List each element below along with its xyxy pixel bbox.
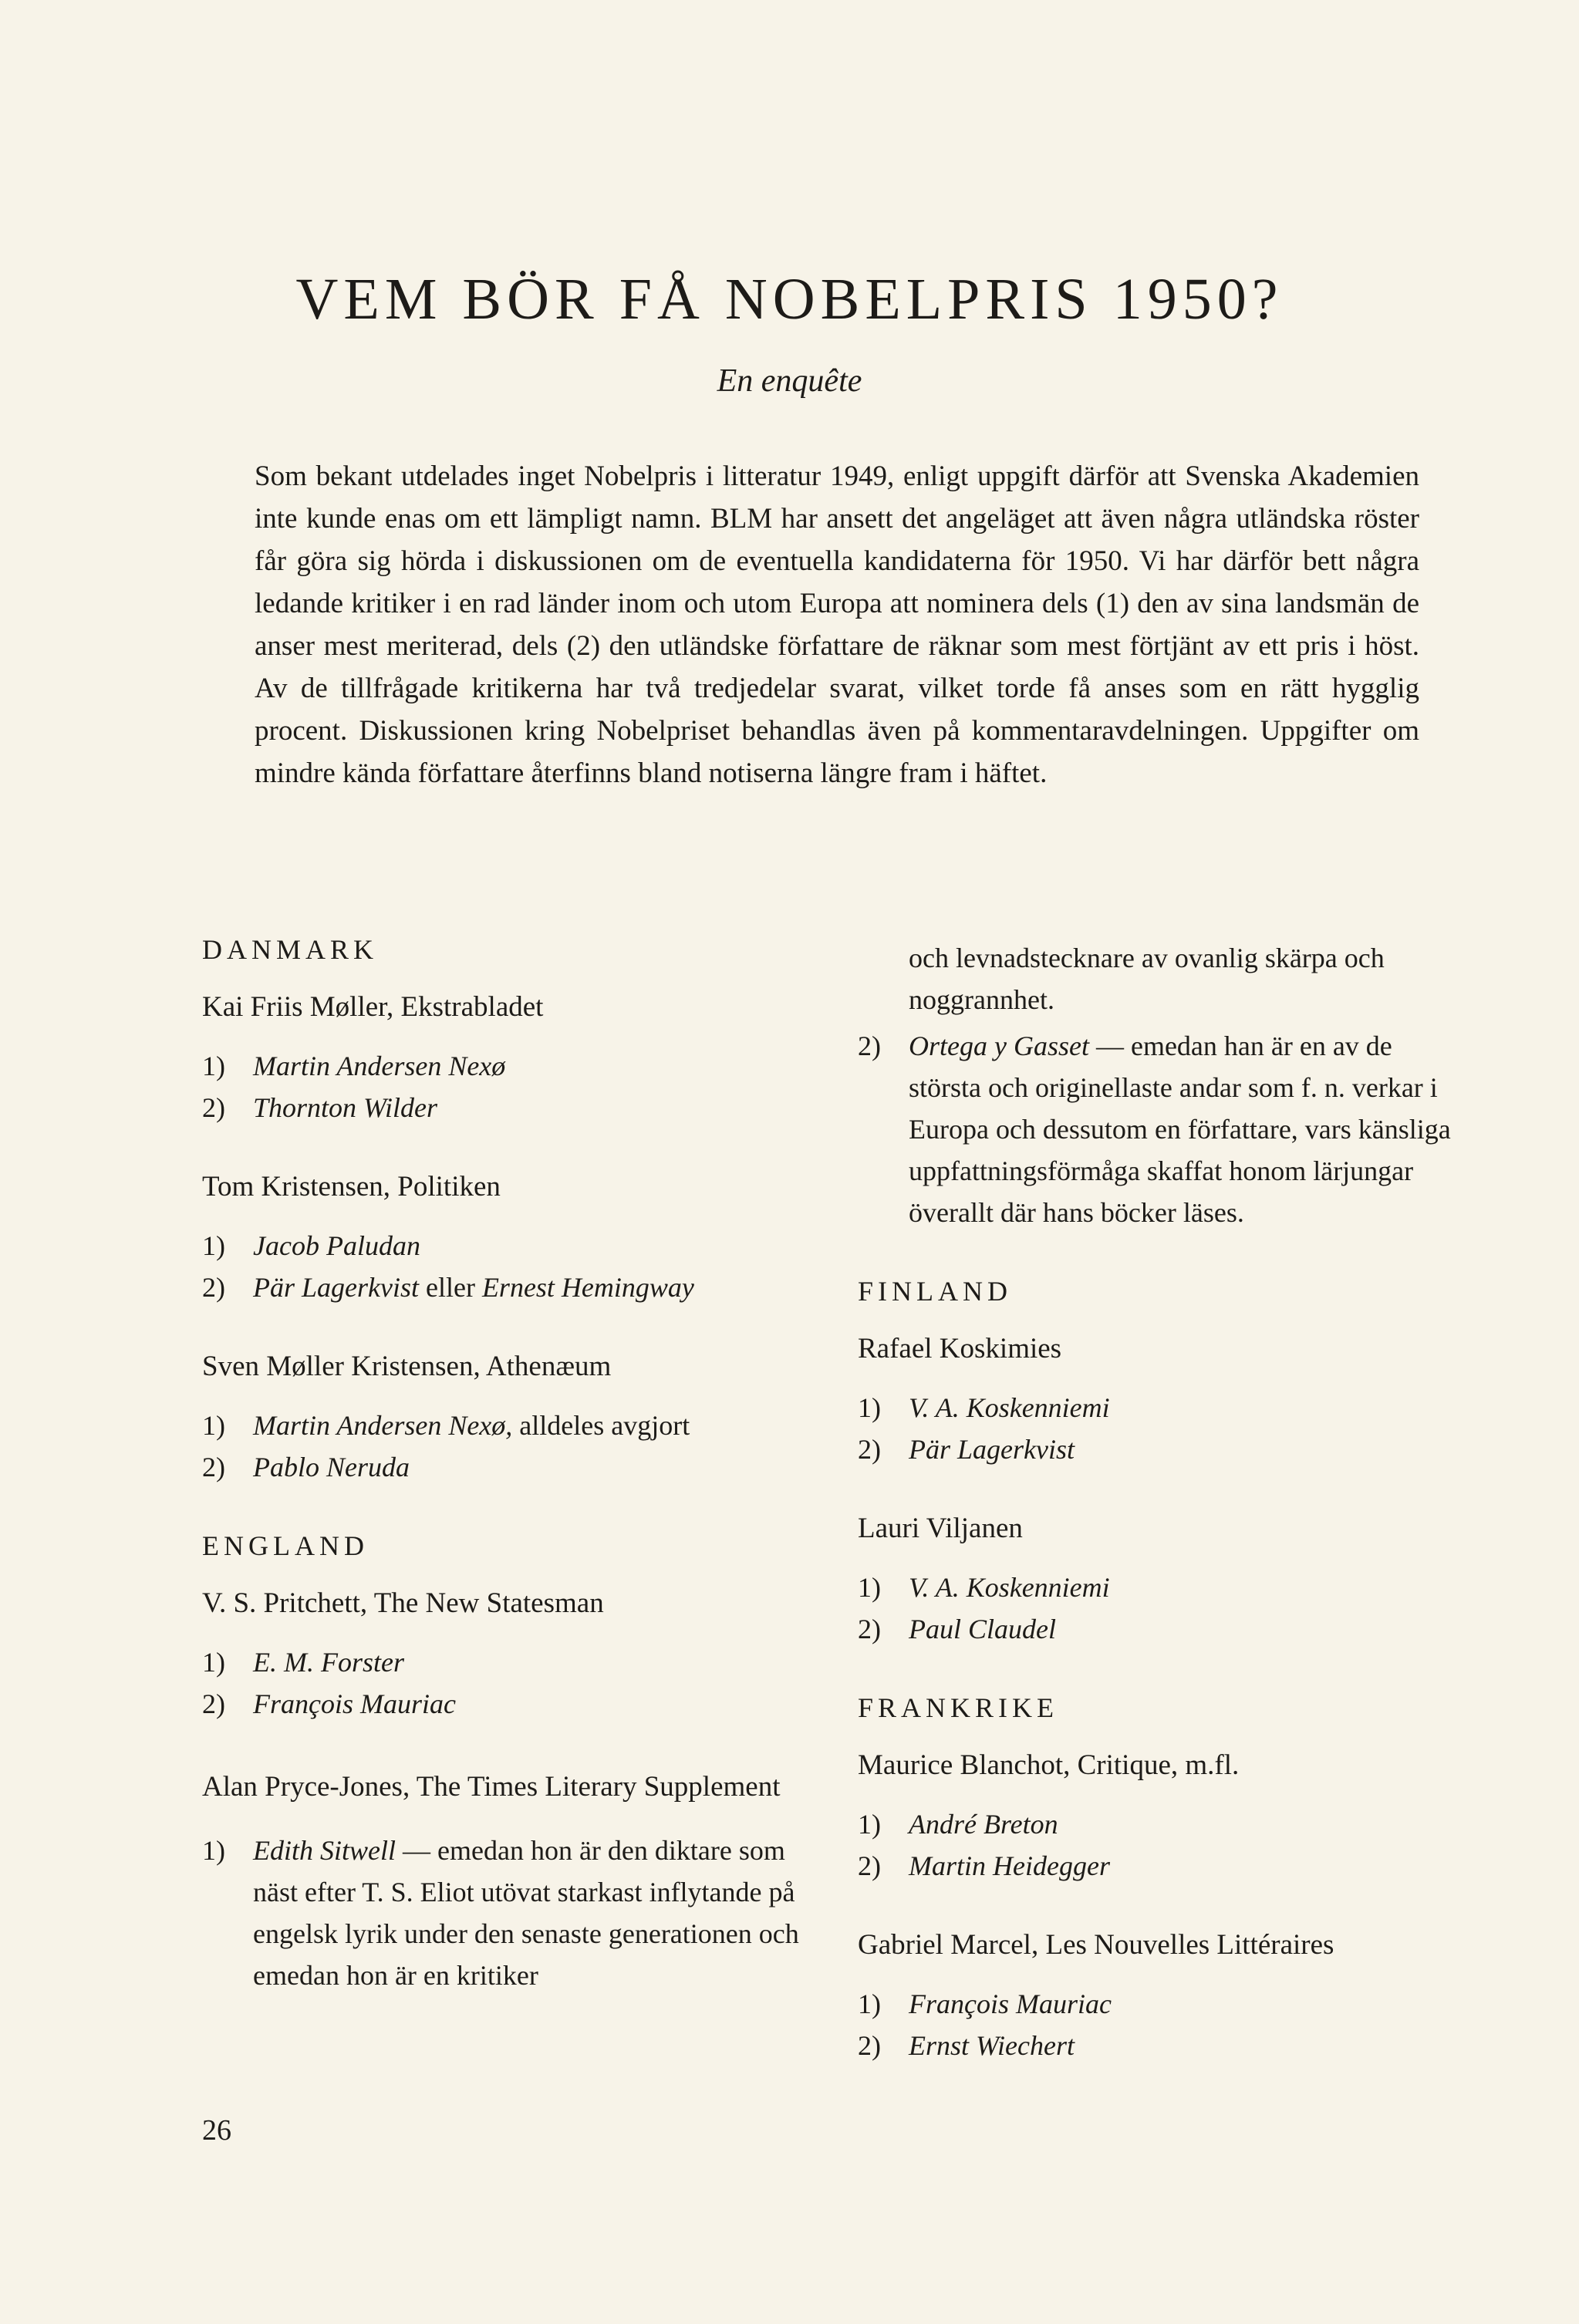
nomination-item <box>202 1446 835 1488</box>
nomination-number: 2) <box>202 1272 225 1303</box>
critic-name-text: Tom Kristensen <box>202 1171 383 1202</box>
nomination-list <box>858 1025 1452 1233</box>
critic-name <box>858 1512 1452 1545</box>
nominee: V. A. Koskenniemi <box>909 1572 1110 1603</box>
nominee: Ortega y Gasset <box>909 1030 1089 1061</box>
nomination-item <box>858 1983 1452 2025</box>
nominee: V. A. Koskenniemi <box>909 1392 1110 1423</box>
nomination-item <box>858 1428 1452 1470</box>
nominee: Martin Andersen Nexø <box>253 1051 506 1081</box>
nominee: Thornton Wilder <box>253 1092 438 1123</box>
critic-name <box>202 990 835 1024</box>
page-title: VEM BÖR FÅ NOBELPRIS 1950? <box>295 267 1284 332</box>
nominee: Ernst Wiechert <box>909 2030 1075 2061</box>
critic-name-text: Lauri Viljanen <box>858 1513 1023 1544</box>
nominee: Pär Lagerkvist <box>253 1272 419 1303</box>
nomination-item <box>202 1045 835 1087</box>
nomination-item <box>858 1803 1452 1845</box>
nomination-number: 1) <box>858 1392 881 1423</box>
nominee: Edith Sitwell <box>253 1835 396 1866</box>
critic-name <box>858 1749 1452 1782</box>
nominee: François Mauriac <box>909 1988 1112 2019</box>
nomination-item <box>202 1225 835 1267</box>
nomination-number: 2) <box>858 2030 881 2061</box>
right-column <box>858 937 1452 2108</box>
critic-name <box>858 1928 1452 1961</box>
nomination-number: 1) <box>858 1809 881 1840</box>
nominee: Martin Andersen Nexø, <box>253 1410 513 1441</box>
nomination-number: 1) <box>202 1051 225 1081</box>
nomination-item <box>202 1267 835 1308</box>
nominee: Ernest Hemingway <box>481 1272 694 1303</box>
critic-source: , The Times Literary Supplement <box>402 1771 781 1803</box>
nominee: André Breton <box>909 1809 1058 1840</box>
nomination-number: 2) <box>202 1452 225 1482</box>
nomination-list <box>202 1641 835 1725</box>
critic-name <box>858 1332 1452 1365</box>
nomination-list <box>202 1405 835 1488</box>
nominee: Jacob Paludan <box>253 1230 420 1261</box>
nomination-number: 1) <box>202 1410 225 1441</box>
critic-name-text: Maurice Blanchot <box>858 1749 1064 1781</box>
nomination-item <box>858 1387 1452 1428</box>
nomination-item <box>202 1683 835 1725</box>
critic-source: , Politiken <box>383 1171 501 1202</box>
nomination-item <box>858 1608 1452 1650</box>
nomination-list <box>858 1567 1452 1650</box>
nominee-joiner: eller <box>418 1272 482 1303</box>
nomination-list <box>202 1045 835 1128</box>
nomination-number: 1) <box>858 1988 881 2019</box>
critic-source: , Ekstrabladet <box>386 991 544 1023</box>
country-heading-frankrike: FRANKRIKE <box>858 1692 1059 1723</box>
critic-name-text: Kai Friis Møller <box>202 991 387 1023</box>
page-number: 26 <box>202 2114 231 2147</box>
nomination-number: 1) <box>202 1835 225 1866</box>
left-column <box>202 933 835 2038</box>
nomination-number: 2) <box>858 1030 881 1061</box>
nomination-number: 2) <box>858 1614 881 1644</box>
nomination-number: 2) <box>202 1092 225 1123</box>
nomination-item <box>202 1830 835 1996</box>
critic-source: , Critique, m.fl. <box>1063 1749 1240 1781</box>
nominee: François Mauriac <box>253 1688 456 1719</box>
nomination-list <box>858 1983 1452 2066</box>
nomination-number: 2) <box>858 1850 881 1881</box>
nominee: E. M. Forster <box>253 1647 404 1678</box>
nomination-number: 1) <box>858 1572 881 1603</box>
intro-paragraph: Som bekant utdelades inget Nobelpris i litteratur 1949, enligt uppgift därför att Svenska Akademien inte kunde enas om ett lämpligt namn. BLM har ansett det angeläget att även några utländska röster får göra sig hörda i diskussionen om de eventuella kandidaterna för 1950. Vi har därför bett några ledande kritiker i en rad länder inom och utom Europa att nominera dels (1) den av sina landsmän de anser mest meriterad, dels (2) den utländske författare de räknar som mest förtjänt av ett pris i höst. Av de tillfrågade kritikerna har två tredjedelar svarat, vilket torde få anses som en rätt hygglig procent. Diskussionen kring Nobelpriset behandlas även på kommentaravdelningen. Uppgifter om mindre kända författare återfinns bland notiserna längre fram i häftet. <box>255 460 1419 789</box>
nominee: Pablo Neruda <box>253 1452 410 1482</box>
critic-name-text: Gabriel Marcel <box>858 1929 1031 1961</box>
nomination-item <box>858 1567 1452 1608</box>
nomination-list <box>202 1225 835 1308</box>
nomination-number: 2) <box>858 1434 881 1465</box>
critic-source: , The New Statesman <box>359 1587 604 1619</box>
nominee: Martin Heidegger <box>909 1850 1110 1881</box>
nomination-item <box>202 1087 835 1128</box>
critic-source: , Les Nouvelles Littéraires <box>1031 1929 1334 1961</box>
nomination-number: 1) <box>202 1647 225 1678</box>
critic-name <box>202 1350 835 1383</box>
nomination-list <box>858 1803 1452 1887</box>
nomination-item <box>202 1641 835 1683</box>
country-heading-finland: FINLAND <box>858 1276 1012 1307</box>
nomination-item <box>202 1405 835 1446</box>
nomination-number: 1) <box>202 1230 225 1261</box>
nominee-comment: — emedan hon är den diktare som näst efter T. S. Eliot utövat starkast inflytande på engelsk lyrik under den senaste generationen och emedan hon är en kritiker <box>253 1835 799 1991</box>
critic-source: , Athenæum <box>473 1351 612 1382</box>
nominee: Paul Claudel <box>909 1614 1056 1644</box>
nomination-item <box>858 1845 1452 1887</box>
nominee-comment: — emedan han är en av de största och originellaste andar som f. n. verkar i Europa och dessutom en författare, vars känsliga uppfattningsförmåga skaffat honom lärjungar överallt där hans böcker läses. <box>909 1030 1451 1228</box>
nominee-comment: alldeles avgjort <box>512 1410 690 1441</box>
subtitle: En enquête <box>717 363 862 399</box>
critic-name <box>202 1587 835 1620</box>
nomination-number: 2) <box>202 1688 225 1719</box>
country-heading-danmark: DANMARK <box>202 934 379 965</box>
critic-name-text: V. S. Pritchett <box>202 1587 360 1619</box>
critic-name <box>202 1170 835 1203</box>
nomination-list <box>202 1830 835 1996</box>
country-heading-england: ENGLAND <box>202 1530 369 1561</box>
critic-name-text: Rafael Koskimies <box>858 1333 1062 1364</box>
critic-name <box>202 1766 835 1808</box>
critic-name-text: Alan Pryce-Jones <box>202 1771 403 1803</box>
nominee: Pär Lagerkvist <box>909 1434 1075 1465</box>
nomination-item <box>858 1025 1452 1233</box>
nomination-item <box>858 2025 1452 2066</box>
critic-name-text: Sven Møller Kristensen <box>202 1351 474 1382</box>
continued-text: och levnadstecknare av ovanlig skärpa och noggrannhet. <box>909 943 1385 1015</box>
nomination-list <box>858 1387 1452 1470</box>
